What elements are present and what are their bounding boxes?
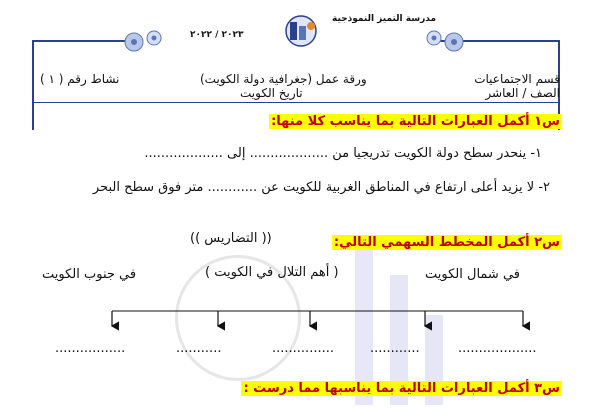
q2-branch-south: في جنوب الكويت [42, 267, 137, 282]
q3-heading [241, 377, 562, 396]
q2-branch-north: في شمال الكويت [425, 267, 520, 282]
worksheet-subtitle: تاريخ الكويت [240, 86, 303, 100]
school-logo [278, 14, 324, 48]
q2-blank-4: ............ [370, 341, 420, 356]
department: قسم الاجتماعيات [474, 72, 560, 86]
q1-heading [269, 110, 562, 129]
q2-center-label: (( التضاريس )) [190, 231, 272, 246]
q2-heading-text: س٢ أكمل المخطط السهمي التالي: [333, 235, 560, 250]
q2-blank-5: ................... [458, 341, 537, 356]
flower-ornament-left [120, 24, 170, 60]
q1-item-2: ٢- لا يزيد أعلى ارتفاع في المناطق الغربية للكويت عن ............ متر فوق سطح البحر [92, 180, 550, 195]
flower-ornament-right [418, 24, 468, 60]
frame-left [32, 40, 34, 130]
q2-heading [332, 231, 562, 250]
q2-blank-3: ............... [272, 341, 334, 356]
worksheet-title: ورقة عمل (جغرافية دولة الكويت) [200, 72, 367, 86]
q2-branch-hills: ( أهم التلال في الكويت ) [205, 265, 339, 280]
grade: الصف / العاشر [485, 86, 560, 100]
q2-blank-2: ........... [176, 341, 222, 356]
q1-heading-text: س١ أكمل العبارات التالية بما يناسب كلا منها: [271, 114, 560, 129]
frame-divider [32, 102, 560, 103]
q2-blank-1: ................. [55, 341, 126, 356]
activity-number: نشاط رقم ( ١ ) [40, 72, 120, 86]
q1-item-1: ١- ينحدر سطح دولة الكويت تدريجيا من ................... إلى ................... [144, 146, 542, 161]
school-name: مدرسة التميز النموذجية [332, 14, 437, 24]
school-year: ٢٠٢٣ / ٢٠٢٢ [190, 30, 244, 40]
q3-heading-text: س٣ أكمل العبارات التالية بما يناسبها مما درست : [243, 381, 560, 396]
